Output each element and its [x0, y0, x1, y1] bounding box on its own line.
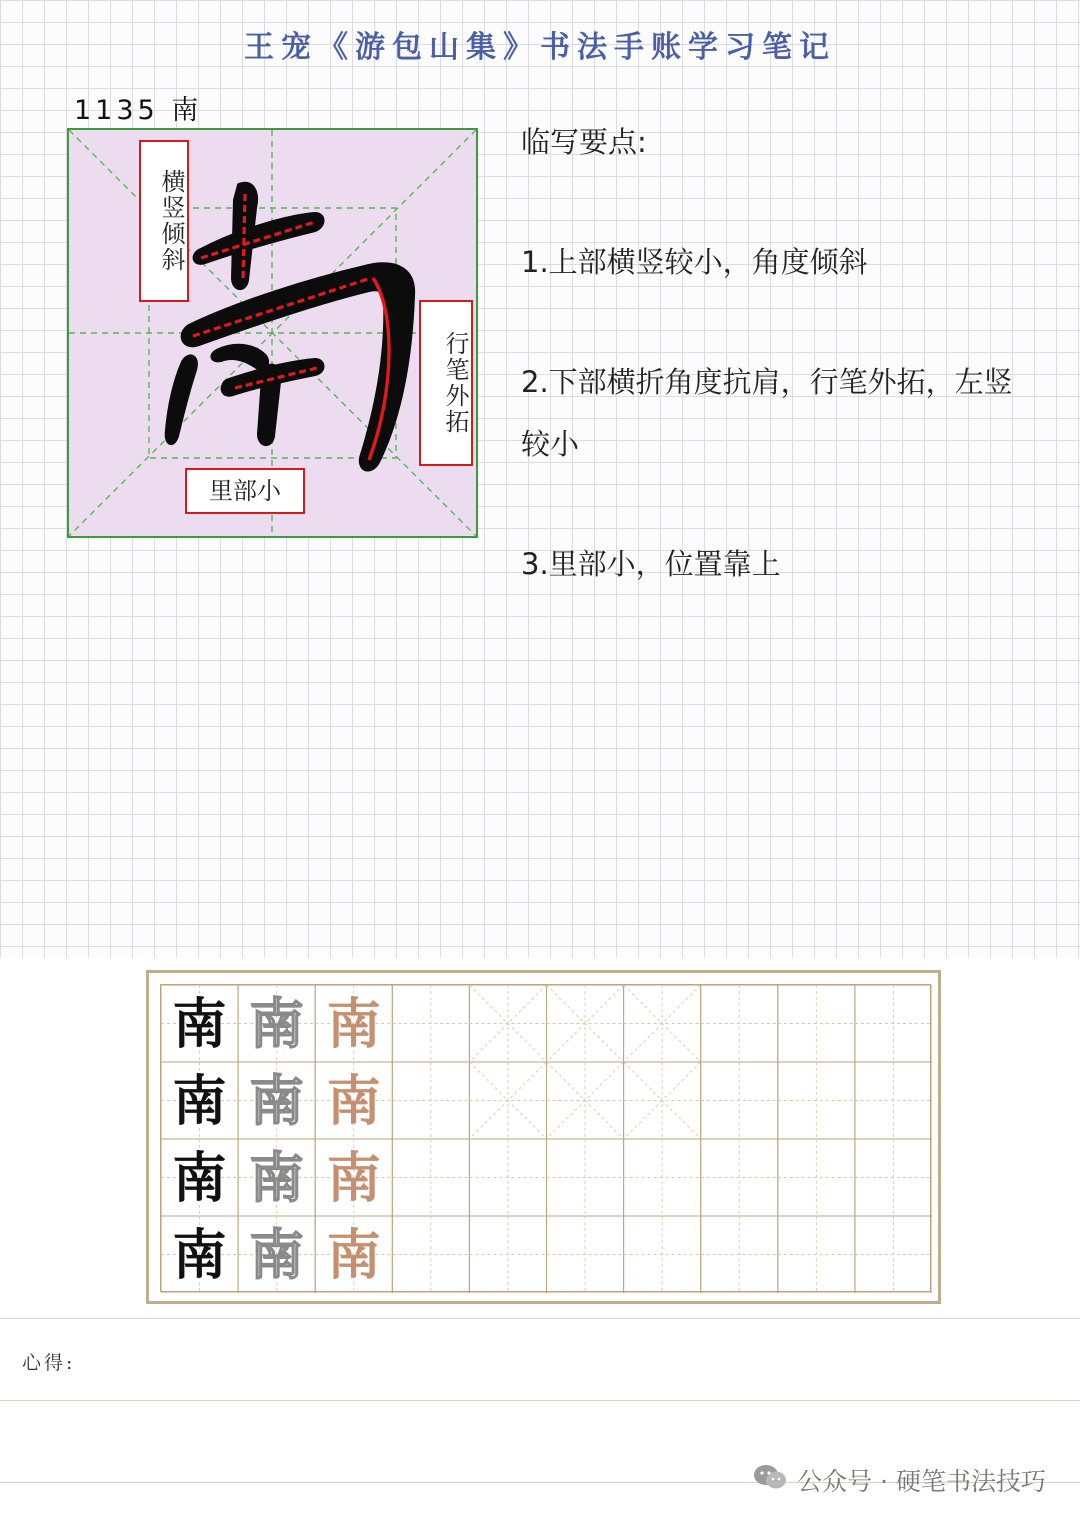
practice-sample-solid: 南	[172, 992, 227, 1056]
practice-sample-tinted: 南	[326, 1146, 381, 1210]
practice-sample-solid: 南	[172, 1069, 227, 1133]
calligraphy-specimen	[67, 128, 478, 538]
practice-sample-solid: 南	[172, 1223, 227, 1287]
note-item: 3.里部小，位置靠上	[521, 547, 781, 581]
practice-sample-tinted: 南	[326, 1069, 381, 1133]
reflection-label: 心得:	[22, 1352, 76, 1374]
character-label: 南	[171, 95, 203, 126]
practice-sample-tinted: 南	[326, 992, 381, 1056]
annotation-outward: 行笔外拓	[419, 300, 473, 466]
page-title: 王宠《游包山集》书法手账学习笔记	[244, 30, 836, 65]
character-index: 1135	[74, 95, 159, 126]
annotation-inner-small: 里部小	[185, 468, 305, 514]
practice-sheet	[146, 970, 941, 1304]
practice-sample-tinted: 南	[326, 1223, 381, 1287]
note-item: 2.下部横折角度抗肩，行笔外拓，左竖较小	[521, 365, 1013, 461]
practice-sample-outline: 南	[249, 992, 304, 1056]
practice-sample-solid: 南	[172, 1146, 227, 1210]
rule-line	[0, 1318, 1080, 1319]
practice-sample-outline: 南	[249, 1223, 304, 1287]
notes-heading: 临写要点:	[521, 125, 647, 159]
practice-sample-outline: 南	[249, 1069, 304, 1133]
footer-text: 公众号 · 硬笔书法技巧	[797, 1467, 1046, 1496]
wechat-icon	[753, 1463, 787, 1497]
practice-grid-lines	[161, 985, 932, 1293]
annotation-tilt: 横竖倾斜	[139, 140, 189, 302]
footer-source	[753, 1462, 1046, 1498]
note-item: 1.上部横竖较小，角度倾斜	[521, 245, 868, 279]
character-id	[74, 88, 202, 127]
practice-grid	[160, 984, 931, 1292]
rule-line	[0, 1400, 1080, 1401]
brush-character	[167, 184, 413, 470]
writing-notes	[521, 120, 1061, 653]
practice-sample-outline: 南	[249, 1146, 304, 1210]
